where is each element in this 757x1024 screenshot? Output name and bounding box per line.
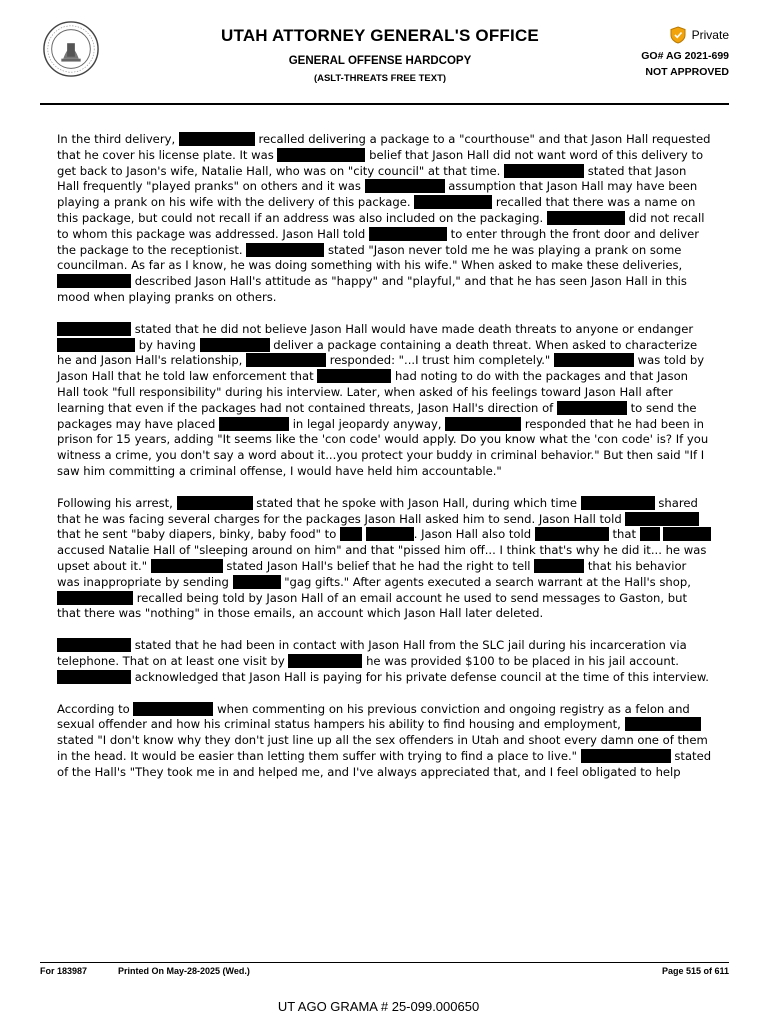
report-type: GENERAL OFFENSE HARDCOPY [288, 55, 472, 67]
paragraph-3: Following his arrest, stated that he spoke with Jason Hall, during which time shared that he was facing several charges for the packages Jason Hall asked him to send. Jason Hall told that he sent "baby diapers, binky, baby food" to . Jason Hall also told that accused Natalie Hall of "sleeping around on him" and that "pissed him off... I think that's why he did it... he was upset about it." stated Jason Hall's belief that he had the right to tell that his behavior was inappropriate by sending "gag gifts." After agents executed a search warrant at the Hall's shop, recalled being told by Jason Hall of an email account he used to send messages to Gaston, but that there was "nothing" in those emails, an account which Jason Hall later deleted. [57, 496, 712, 622]
page-number: Page 515 of 611 [661, 966, 729, 976]
redaction-box [581, 749, 671, 763]
redaction-box [277, 148, 365, 162]
redaction-box [534, 559, 584, 573]
redaction-box [246, 353, 326, 367]
redaction-box [57, 274, 131, 288]
redaction-box [414, 195, 492, 209]
redaction-box [219, 417, 289, 431]
redaction-box [233, 575, 281, 589]
private-label: Private [691, 28, 729, 42]
redaction-box [246, 243, 324, 257]
redaction-box [133, 702, 213, 716]
redaction-box [177, 496, 253, 510]
header-divider [40, 103, 729, 105]
redaction-box [57, 338, 135, 352]
redaction-box [504, 164, 584, 178]
redaction-box [554, 353, 634, 367]
redaction-box [625, 512, 699, 526]
redaction-box [179, 132, 255, 146]
state-seal-icon [42, 20, 100, 78]
go-number: GO# AG 2021-699 [641, 50, 729, 62]
footer-divider [40, 962, 729, 963]
paragraph-1: In the third delivery, recalled delivering a package to a "courthouse" and that Jason Hall requested that he cover his license plate. It was belief that Jason Hall did not want word of this delivery to get back to Jason's wife, Natalie Hall, who was on "city council" at that time. stated that Jason Hall frequently "played pranks" on others and it was assumption that Jason Hall may have been playing a prank on his wife with the delivery of this package. recalled that there was a name on this package, but could not recall if an address was also included on the packaging. did not recall to whom this package was addressed. Jason Hall told to enter through the front door and deliver the package to the receptionist. stated "Jason never told me he was playing a prank on some councilman. As far as I know, he was doing something with his wife." When asked to make these deliveries, described Jason Hall's attitude as "happy" and "playful," and that he has seen Jason Hall in this mood when playing pranks on others. [57, 132, 711, 304]
go-number-block [641, 48, 729, 80]
redaction-box [581, 496, 655, 510]
redaction-box [625, 717, 701, 731]
private-marker [670, 26, 729, 44]
print-date: Printed On May-28-2025 (Wed.) [118, 966, 250, 976]
redaction-box [57, 322, 131, 336]
redaction-box [557, 401, 627, 415]
redaction-box [663, 527, 711, 541]
paragraph-2: stated that he did not believe Jason Hall would have made death threats to anyone or endanger by having deliver a package containing a death threat. When asked to characterize he and Jason Hall's relationship, responded: "...I trust him completely." was told by Jason Hall that he told law enforcement that had noting to do with the packages and that Jason Hall took "full responsibility" during his interview. Later, when asked of his feelings toward Jason Hall after learning that even if the packages had not contained threats, Jason Hall's direction of to send the packages may have placed in legal jeopardy anyway, responded that he had been in prison for 15 years, adding "It seems like the 'con code' would apply. Do you know what the 'con code' is? If you witness a crime, you don't say a word about it...you protect your buddy in criminal behavior." But then said "If I saw him committing a criminal offense, I would have held him accountable." [57, 321, 709, 478]
document-header [180, 26, 580, 84]
shield-icon [670, 26, 686, 44]
redaction-box [366, 527, 414, 541]
grama-stamp: UT AGO GRAMA # 25-099.000650 [277, 999, 480, 1014]
redaction-box [200, 338, 270, 352]
paragraph-4: stated that he had been in contact with Jason Hall from the SLC jail during his incarceration via telephone. That on at least one visit by he was provided $100 to be placed in his jail account. acknowledged that Jason Hall is paying for his private defense council at the time of this interview. [57, 638, 709, 684]
redaction-box [340, 527, 362, 541]
paragraph-5: According to when commenting on his previous conviction and ongoing registry as a felon and sexual offender and how his criminal status hampers his ability to find housing and employment, stated "I don't know why they don't just line up all the sex offenders in Utah and shoot every damn one of them in the head. It would be easier than letting them suffer with trying to find a place to live." stated of the Hall's "They took me in and helped me, and I've always appreciated that, and I feel obligated to help [57, 701, 712, 779]
redaction-box [547, 211, 625, 225]
office-title: UTAH ATTORNEY GENERAL'S OFFICE [221, 26, 539, 45]
redaction-box [445, 417, 521, 431]
redaction-box [535, 527, 609, 541]
document-body [57, 132, 712, 796]
redaction-box [369, 227, 447, 241]
approval-status: NOT APPROVED [645, 66, 729, 78]
redaction-box [365, 179, 445, 193]
redaction-box [57, 670, 131, 684]
redaction-box [288, 654, 362, 668]
redaction-box [57, 591, 133, 605]
case-reference: For 183987 [40, 966, 88, 976]
redaction-box [317, 369, 391, 383]
report-subtype: (ASLT-THREATS FREE TEXT) [313, 73, 447, 84]
redaction-box [640, 527, 660, 541]
redaction-box [151, 559, 223, 573]
redaction-box [57, 638, 131, 652]
